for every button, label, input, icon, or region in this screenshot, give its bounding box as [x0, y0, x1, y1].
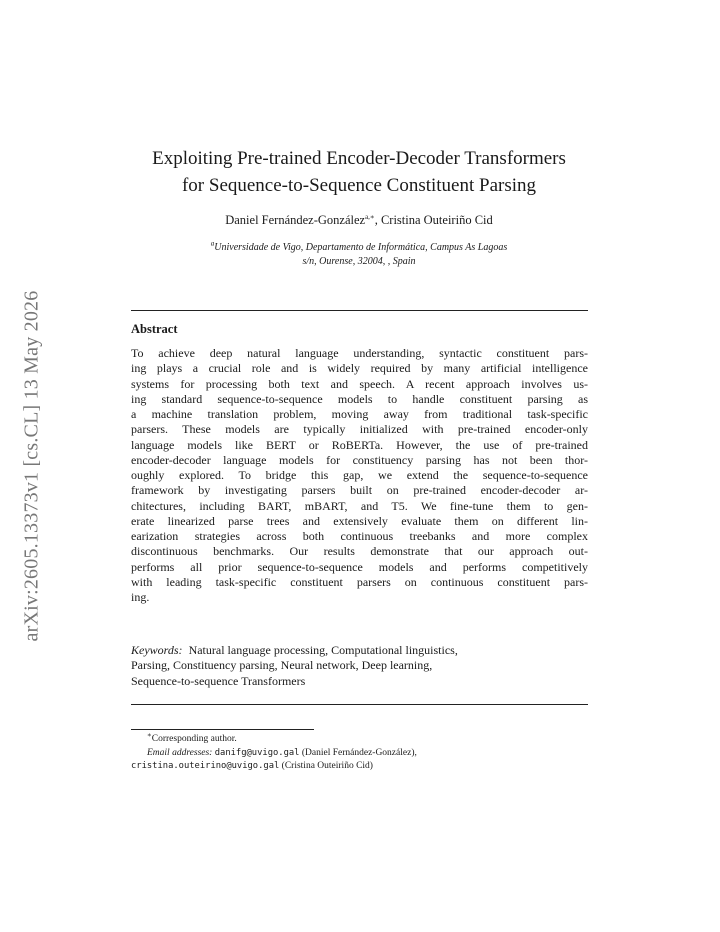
author-affiliation-mark: a,∗ [365, 212, 375, 221]
abstract-line: language models like BERT or RoBERTa. However, the use of pre-trained [131, 437, 588, 452]
author-name: Daniel Fernández-González [225, 213, 366, 227]
abstract-heading: Abstract [131, 322, 178, 336]
abstract-line: ing. [131, 590, 150, 604]
author-list [120, 213, 598, 228]
abstract-line: with leading task-specific constituent parsers on continuous constituent pars- [131, 574, 588, 589]
abstract-line: ing plays a crucial role and is widely required by many artificial intelligence [131, 361, 588, 376]
corresponding-author-note: Corresponding author. [151, 734, 237, 744]
abstract-line: a machine translation problem, moving away from traditional task-specific [131, 407, 588, 421]
email-owner: (Daniel Fernández-González), [301, 747, 417, 758]
abstract-line: encoder-decoder language models for constituency parsing has not been thor- [131, 452, 588, 467]
abstract-line: systems for processing both text and speech. A recent approach involves us- [131, 376, 588, 391]
abstract-line: performs all prior sequence-to-sequence models and performs competitively [131, 559, 588, 574]
abstract-line: To achieve deep natural language understanding, syntactic constituent pars- [131, 346, 588, 360]
keywords-line: Natural language processing, Computational linguistics, [188, 643, 458, 657]
abstract-bottom-rule [131, 704, 588, 705]
abstract-line: erate linearized parse trees and extensively evaluate them on different lin- [131, 513, 588, 528]
affiliation-mark: a [210, 239, 215, 248]
keywords-line: Sequence-to-sequence Transformers [131, 673, 306, 688]
email-link[interactable]: danifg@uvigo.gal [214, 747, 300, 758]
email-owner: (Cristina Outeiriño Cid) [281, 761, 373, 771]
footnotes [131, 730, 601, 774]
abstract-line: oughly explored. To bridge this gap, we extend the sequence-to-sequence [131, 468, 588, 482]
abstract-line: parsers. These models are typically initialized with pre-trained encoder-only [131, 422, 588, 437]
author-name: Cristina Outeiriño Cid [380, 213, 493, 227]
keywords-block [131, 643, 588, 689]
abstract-line: framework by investigating parsers built on pre-trained encoder-decoder ar- [131, 483, 588, 498]
footnote-mark: ∗ [147, 730, 152, 739]
footnote-rule [131, 729, 314, 730]
abstract-line: earization strategies across both continuous treebanks and more complex [131, 529, 588, 543]
email-label: Email addresses: [147, 747, 213, 758]
paper-title [120, 145, 598, 199]
abstract-top-rule [131, 310, 588, 311]
affiliation-line-2: s/n, Ourense, 32004, , Spain [302, 256, 416, 267]
affiliation-line-1: Universidade de Vigo, Departamento de Informática, Campus As Lagoas [214, 242, 508, 253]
abstract-body [131, 346, 588, 605]
email-link[interactable]: cristina.outeirino@uvigo.gal [131, 761, 280, 771]
abstract-line: discontinuous benchmarks. Our results demonstrate that our approach out- [131, 544, 588, 559]
abstract-line: ing standard sequence-to-sequence models to handle constituent parsing as [131, 391, 588, 406]
keywords-label: Keywords: [131, 643, 183, 657]
title-line-2: for Sequence-to-Sequence Constituent Parsing [181, 175, 537, 196]
arxiv-identifier-stamp: arXiv:2605.13373v1 [cs.CL] 13 May 2026 [20, 290, 43, 642]
affiliation [120, 241, 598, 269]
author-separator: , [374, 213, 381, 227]
keywords-line: Parsing, Constituency parsing, Neural network, Deep learning, [131, 658, 433, 673]
abstract-line: chitectures, including BART, mBART, and T5. We fine-tune them to gen- [131, 498, 588, 513]
title-line-1: Exploiting Pre-trained Encoder-Decoder Transformers [152, 148, 566, 169]
